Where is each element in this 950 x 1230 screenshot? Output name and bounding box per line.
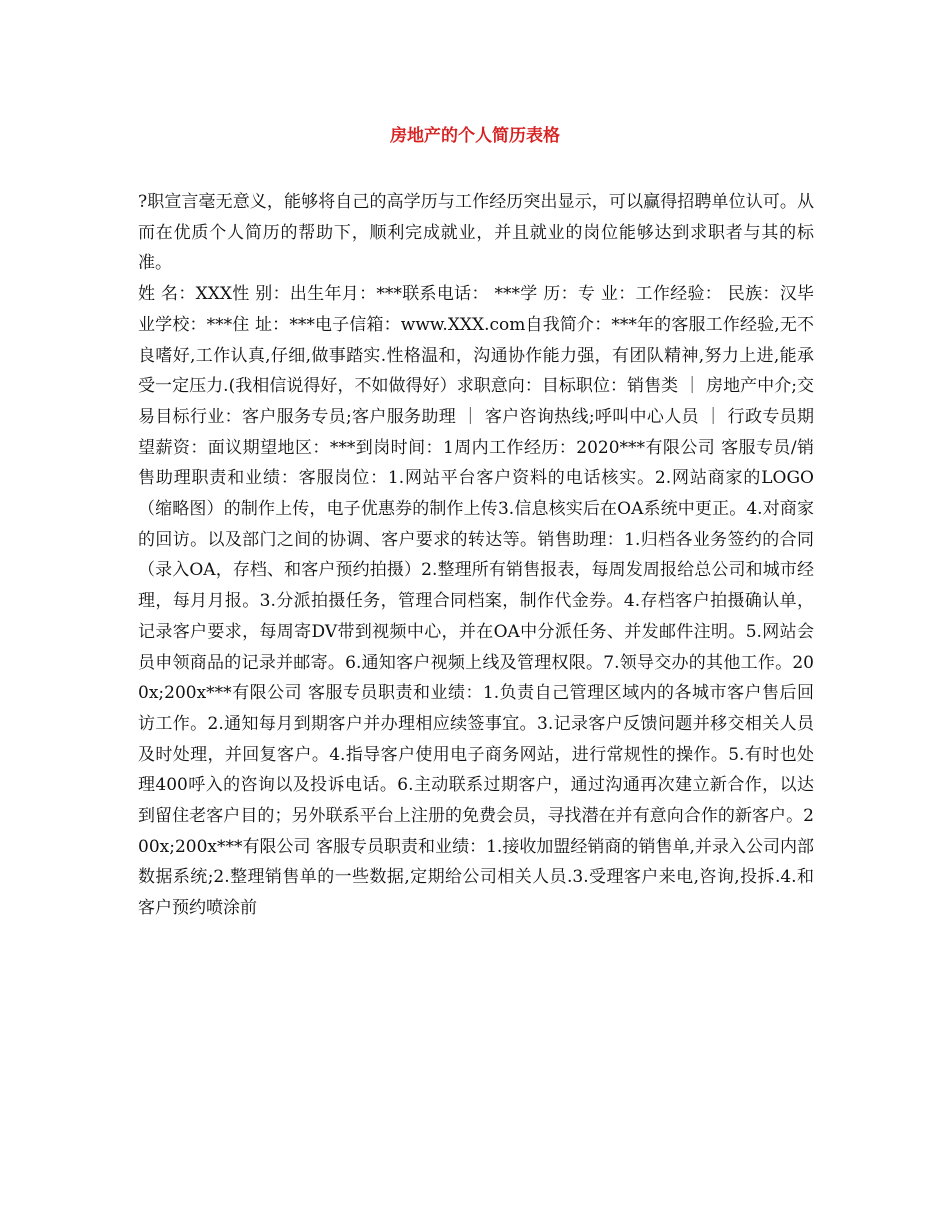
intro-paragraph: ?职宣言毫无意义，能够将自己的高学历与工作经历突出显示，可以赢得招聘单位认可。从而在优质个人简历的帮助下，顺利完成就业，并且就业的岗位能够达到求职者与其的标准。 xyxy=(138,192,814,274)
document-body xyxy=(138,187,814,924)
resume-details-paragraph: 姓 名：XXX性 别：出生年月：***联系电话： ***学 历：专 业：工作经验： 民族：汉毕业学校：***住 址：***电子信箱：www.XXX.com自我简介：***年的客服工作经验,无不良嗜好,工作认真,仔细,做事踏实.性格温和，沟通协作能力强，有团队精神,努力上进,能承受一定压力.(我相信说得好，不如做得好）求职意向：目标职位：销售类 ｜ 房地产中介;交易目标行业：客户服务专员;客户服务助理 ｜ 客户咨询热线;呼叫中心人员 ｜ 行政专员期望薪资：面议期望地区：***到岗时间：1周内工作经历：2020***有限公司 客服专员/销售助理职责和业绩：客服岗位：1.网站平台客户资料的电话核实。2.网站商家的LOGO（缩略图）的制作上传，电子优惠券的制作上传3.信息核实后在OA系统中更正。4.对商家的回访。以及部门之间的协调、客户要求的转达等。销售助理：1.归档各业务签约的合同（录入OA，存档、和客户预约拍摄）2.整理所有销售报表，每周发周报给总公司和城市经理，每月月报。3.分派拍摄任务，管理合同档案，制作代金券。4.存档客户拍摄确认单，记录客户要求，每周寄DV带到视频中心，并在OA中分派任务、并发邮件注明。5.网站会员申领商品的记录并邮寄。6.通知客户视频上线及管理权限。7.领导交办的其他工作。200x;200x***有限公司 客服专员职责和业绩：1.负责自己管理区域内的各城市客户售后回访工作。2.通知每月到期客户并办理相应续签事宜。3.记录客户反馈问题并移交相关人员及时处理，并回复客户。4.指导客户使用电子商务网站，进行常规性的操作。5.有时也处理400呼入的咨询以及投诉电话。6.主动联系过期客户，通过沟通再次建立新合作，以达到留住老客户目的；另外联系平台上注册的免费会员，寻找潜在并有意向合作的新客户。200x;200x***有限公司 客服专员职责和业绩：1.接收加盟经销商的销售单,并录入公司内部数据系统;2.整理销售单的一些数据,定期给公司相关人员.3.受理客户来电,咨询,投拆.4.和客户预约喷涂前 xyxy=(138,284,814,919)
document-title: 房地产的个人简历表格 xyxy=(390,126,560,146)
